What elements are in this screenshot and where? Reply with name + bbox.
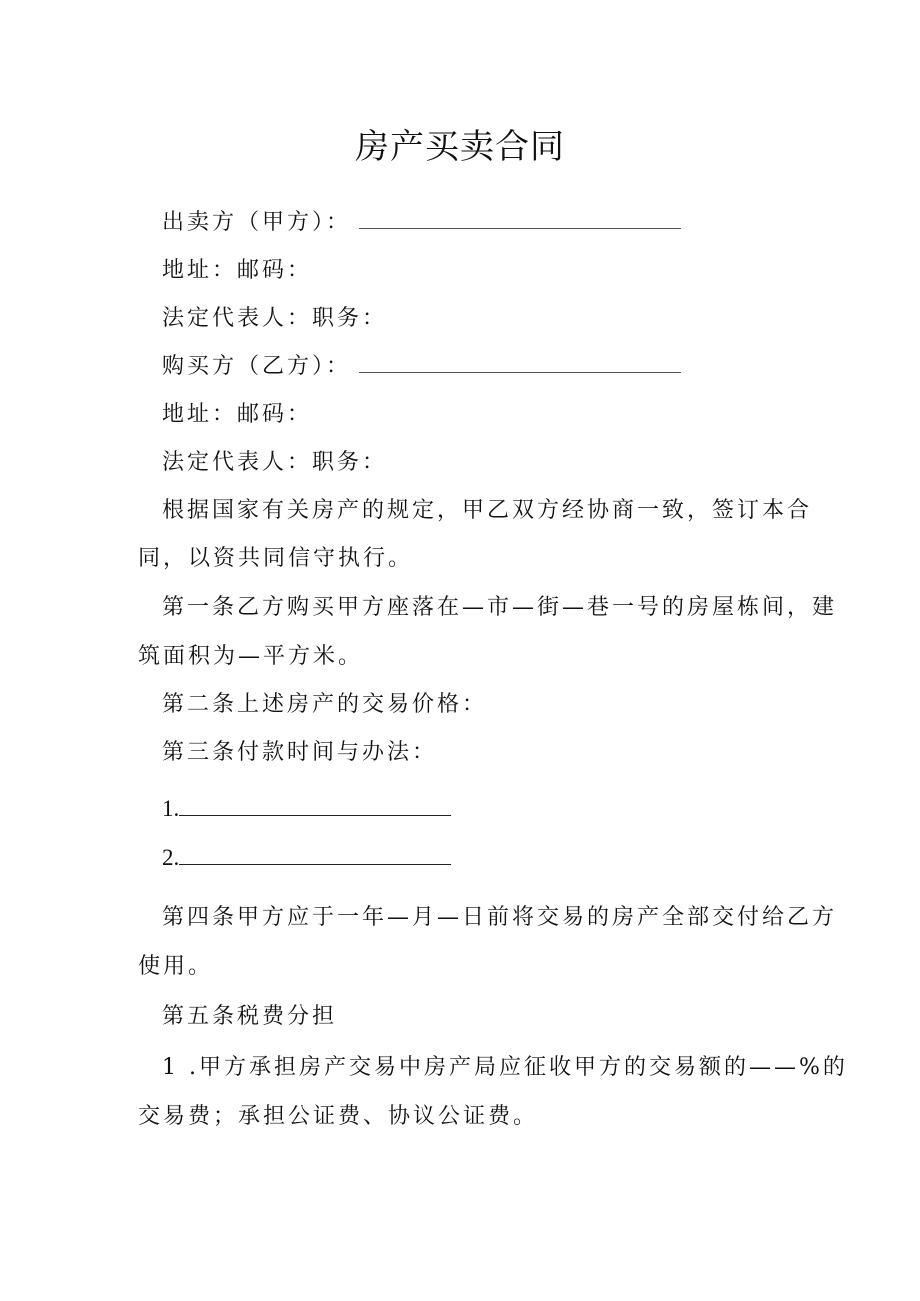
payment-item-2-blank [179,840,451,865]
preamble-line-2: 同，以资共同信守执行。 [138,546,414,571]
buyer-label: 购买方（乙方）： [162,354,352,379]
buyer-line [138,351,822,383]
seller-representative: 法定代表人：职务： [162,306,388,331]
article-2: 第二条上述房产的交易价格： [162,692,488,717]
payment-item-1 [138,791,822,826]
buyer-address: 地址：邮码： [162,402,313,427]
article-4-line-2: 使用。 [138,954,214,979]
seller-address: 地址：邮码： [162,258,313,283]
article-5-item-1-line-1: 1 .甲方承担房产交易中房产局应征收甲方的交易额的——%的 [162,1055,848,1080]
seller-name-blank [359,208,681,229]
article-5: 第五条税费分担 [162,1004,338,1029]
preamble-line-1: 根据国家有关房产的规定，甲乙双方经协商一致，签订本合 [162,498,813,523]
article-3: 第三条付款时间与办法： [162,740,438,765]
seller-label: 出卖方（甲方）： [162,210,352,235]
payment-item-1-blank [179,791,451,816]
article-5-item-1-line-2: 交易费；承担公证费、协议公证费。 [138,1104,539,1129]
article-1-line-2: 筑面积为—平方米。 [138,644,364,669]
payment-item-1-number: 1. [162,796,180,821]
seller-line [138,207,822,239]
buyer-representative: 法定代表人：职务： [162,450,388,475]
buyer-name-blank [359,352,681,373]
article-4-line-1: 第四条甲方应于一年—月—日前将交易的房产全部交付给乙方 [162,905,838,930]
article-1-line-1: 第一条乙方购买甲方座落在—市—街—巷一号的房屋栋间，建 [162,595,838,620]
payment-item-2-number: 2. [162,845,180,870]
payment-item-2 [138,840,822,875]
document-title: 房产买卖合同 [355,127,565,167]
